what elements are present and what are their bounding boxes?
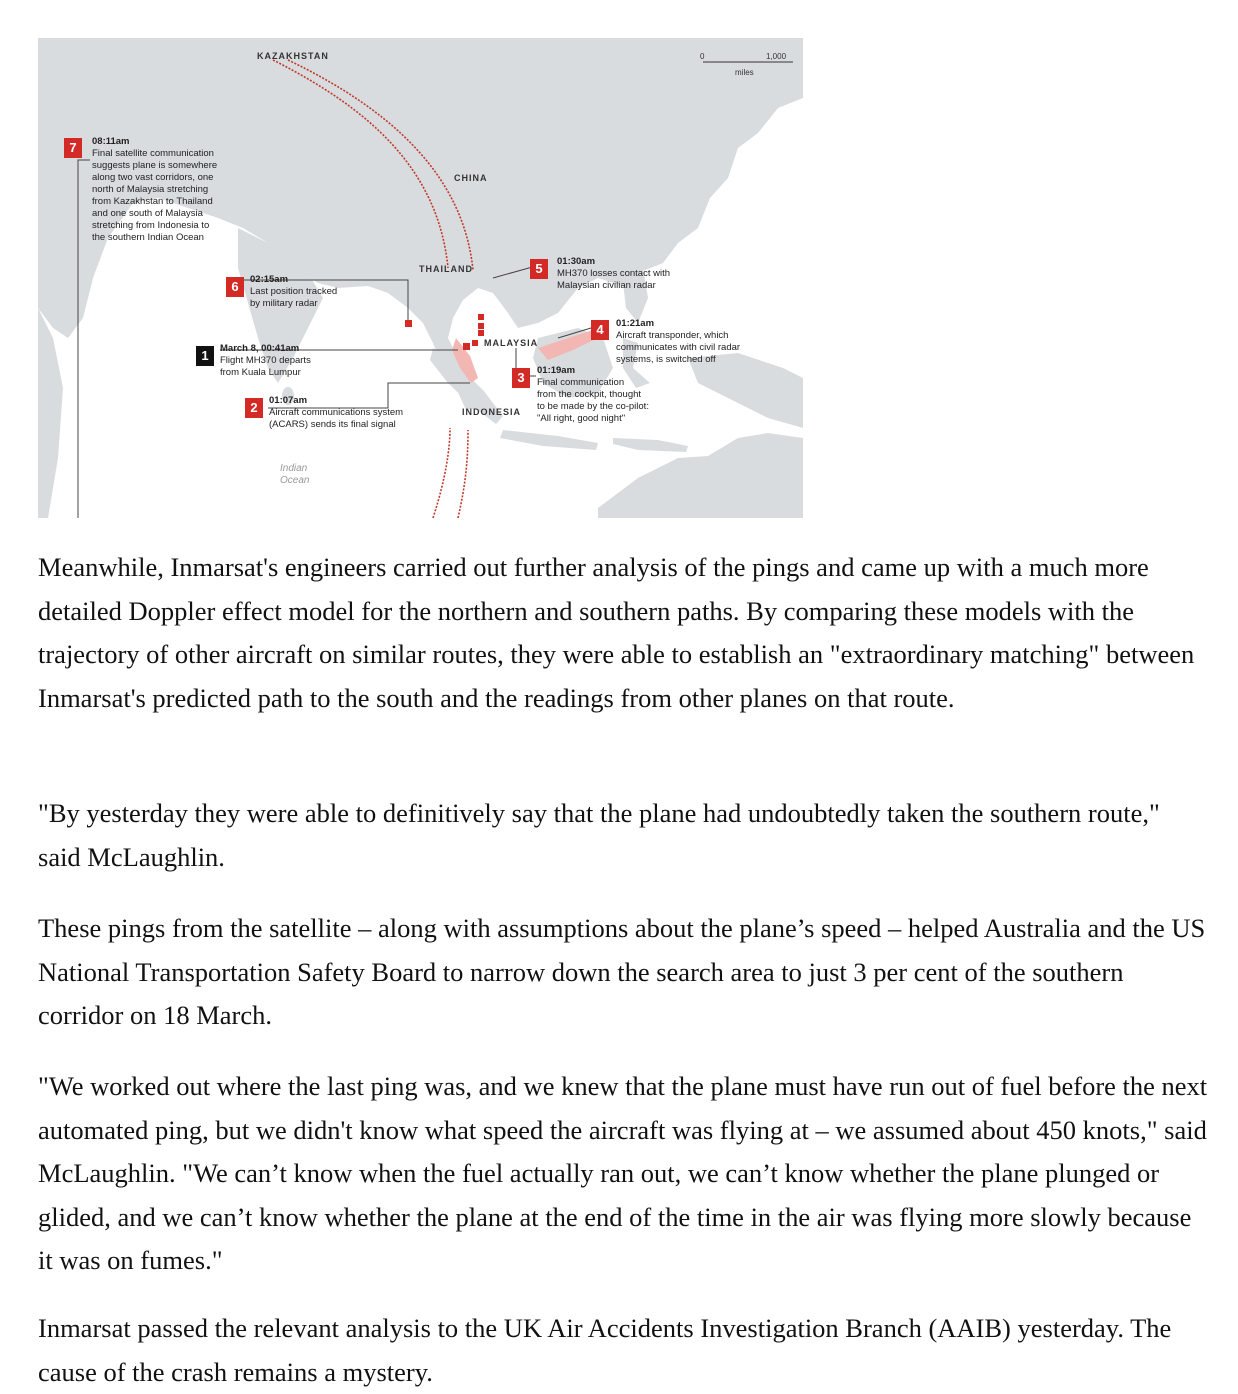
article-paragraph-3: These pings from the satellite – along with assumptions about the plane’s speed – helped Australia and the US National Transportation Safety Board to narrow down the search area to just 3 per cent of the southern corridor on 18 March. xyxy=(38,913,1206,1030)
event-1-line: Flight MH370 departs xyxy=(220,355,311,366)
event-4-time: 01:21am xyxy=(616,318,655,329)
indian-ocean-line1: Indian xyxy=(280,463,308,474)
event-1-time: March 8, 00:41am xyxy=(220,343,300,354)
event-7-marker: 7 xyxy=(64,138,82,158)
article-paragraph-2: "By yesterday they were able to definitively say that the plane had undoubtedly taken the southern route," said McLaughlin. xyxy=(38,798,1160,872)
event-6-line: Last position tracked xyxy=(250,286,338,297)
event-3-line: "All right, good night" xyxy=(537,413,626,424)
event-7-line: stretching from Indonesia to xyxy=(92,220,210,231)
label-malaysia: MALAYSIA xyxy=(484,338,539,348)
event-4-line: communicates with civil radar xyxy=(616,342,741,353)
event-5-time: 01:30am xyxy=(557,256,596,267)
event-6-annotation xyxy=(250,274,380,310)
scale-unit: miles xyxy=(735,68,754,77)
label-indian-ocean xyxy=(280,463,309,487)
event-3-annotation xyxy=(537,365,697,425)
event-7-line: along two vast corridors, one xyxy=(92,172,214,183)
event-7-line: suggests plane is somewhere xyxy=(92,160,218,171)
event-4-annotation xyxy=(616,318,786,366)
label-kazakhstan: KAZAKHSTAN xyxy=(257,51,329,61)
event-1-marker: 1 xyxy=(196,346,214,366)
event-7-line: Final satellite communication xyxy=(92,148,214,159)
event-7-line: north of Malaysia stretching xyxy=(92,184,209,195)
event-5-line: MH370 losses contact with xyxy=(557,268,670,279)
article-paragraph-5: Inmarsat passed the relevant analysis to the UK Air Accidents Investigation Branch (AAIB) yesterday. The cause of the crash remains a mystery. xyxy=(38,1313,1172,1387)
event-2-line: (ACARS) sends its final signal xyxy=(269,419,396,430)
event-6-line: by military radar xyxy=(250,298,318,309)
event-3-line: from the cockpit, thought xyxy=(537,389,642,400)
event-3-marker: 3 xyxy=(512,368,530,388)
label-thailand: THAILAND xyxy=(419,264,473,274)
event-1-annotation xyxy=(220,343,370,379)
event-7-annotation xyxy=(92,136,242,244)
event-1-line: from Kuala Lumpur xyxy=(220,367,301,378)
event-5-annotation xyxy=(557,256,707,292)
mh370-map-graphic xyxy=(38,38,803,518)
event-2-line: Aircraft communications system xyxy=(269,407,404,418)
event-4-line: systems, is switched off xyxy=(616,354,716,365)
event-4-line: Aircraft transponder, which xyxy=(616,330,729,341)
label-china: CHINA xyxy=(454,173,488,183)
event-4-marker: 4 xyxy=(591,320,609,340)
event-3-time: 01:19am xyxy=(537,365,576,376)
scale-end: 1,000 xyxy=(766,52,787,61)
event-5-marker: 5 xyxy=(530,259,548,279)
event-7-line: the southern Indian Ocean xyxy=(92,232,204,243)
event-2-annotation xyxy=(269,395,439,431)
event-6-time: 02:15am xyxy=(250,274,289,285)
event-5-line: Malaysian civilian radar xyxy=(557,280,656,291)
scale-start: 0 xyxy=(700,52,705,61)
article-paragraph-4: "We worked out where the last ping was, and we knew that the plane must have run out of fuel before the next automated ping, but we didn't know what speed the aircraft was flying at – we assumed about 450 knots," said McLaughlin. "We can’t know when the fuel actually ran out, we can’t know whether the plane plunged or glided, and we can’t know whether the plane at the end of the time in the air was flying more slowly because it was on fumes." xyxy=(38,1071,1208,1275)
event-3-line: Final communication xyxy=(537,377,625,388)
event-2-marker: 2 xyxy=(245,398,263,418)
indian-ocean-line2: Ocean xyxy=(280,475,310,486)
event-6-marker: 6 xyxy=(226,277,244,297)
event-7-line: from Kazakhstan to Thailand xyxy=(92,196,213,207)
event-3-line: to be made by the co-pilot: xyxy=(537,401,649,412)
event-2-time: 01:07am xyxy=(269,395,308,406)
event-7-time: 08:11am xyxy=(92,136,130,147)
event-7-line: and one south of Malaysia xyxy=(92,208,203,219)
article-paragraph-1: Meanwhile, Inmarsat's engineers carried out further analysis of the pings and came up with a much more detailed Doppler effect model for the northern and southern paths. By comparing these models with the trajectory of other aircraft on similar routes, they were able to establish an "extraordinary matching" between Inmarsat's predicted path to the south and the readings from other planes on that route. xyxy=(38,552,1195,713)
label-indonesia: INDONESIA xyxy=(462,407,522,417)
